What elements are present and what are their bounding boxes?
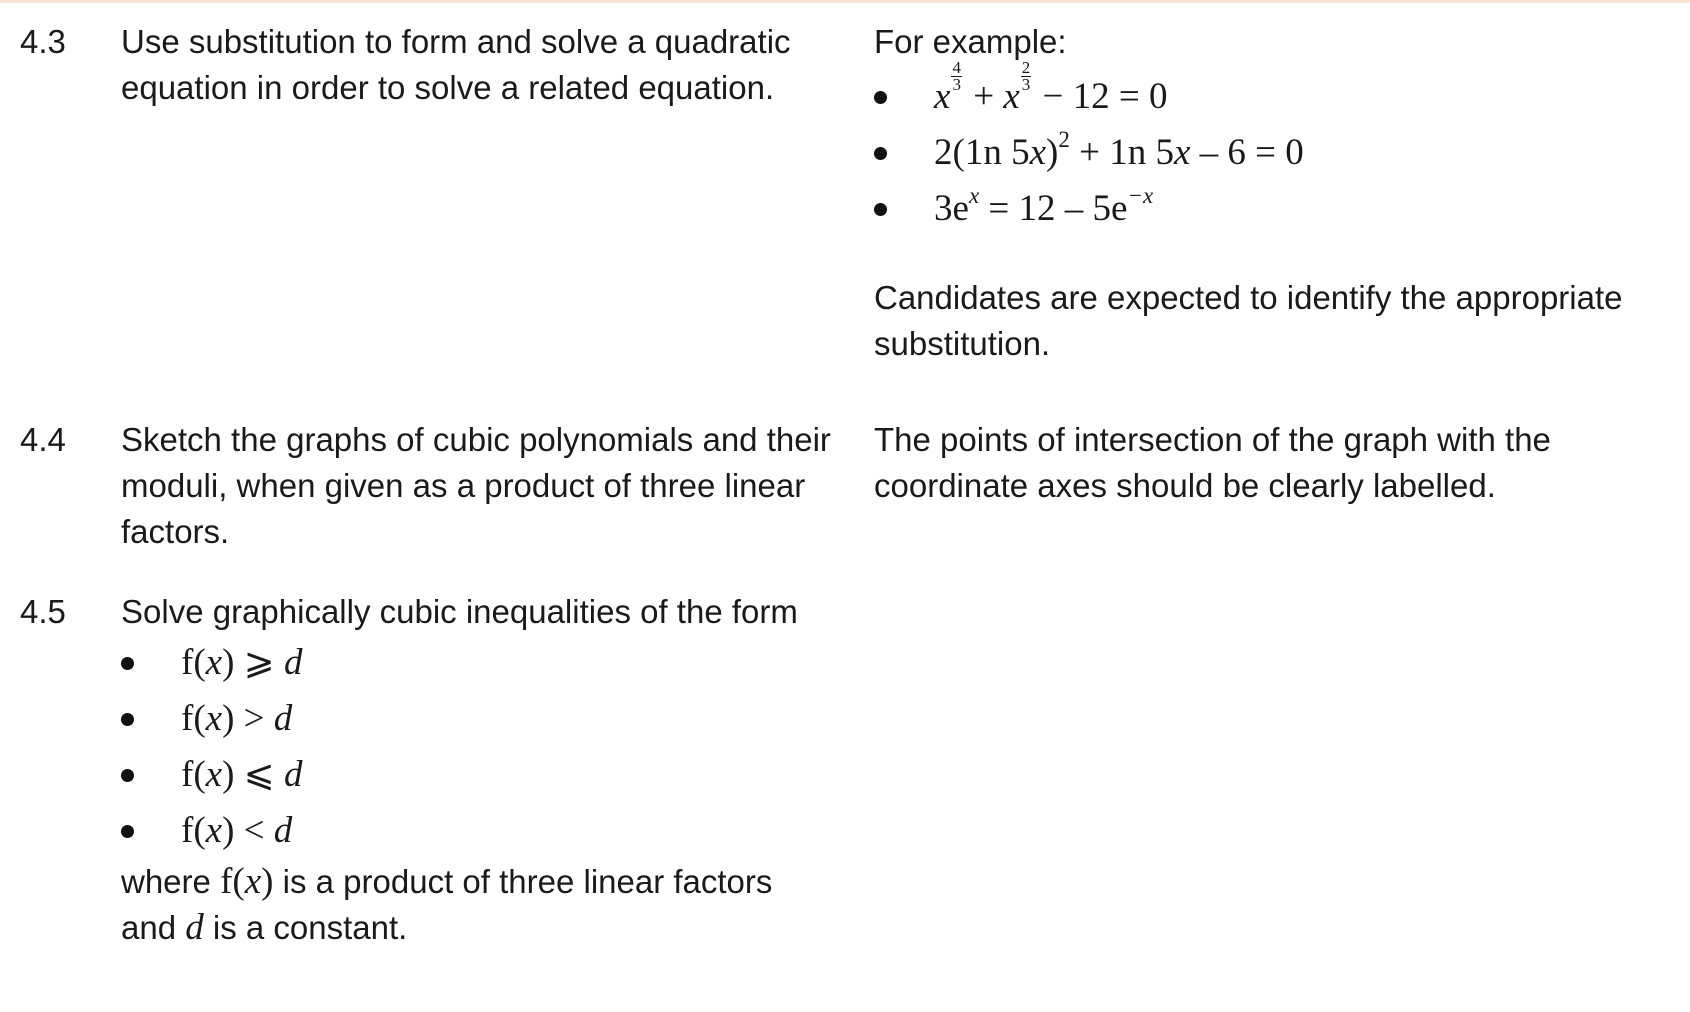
inequality-item-4 [121, 803, 841, 859]
guidance-4-3 [874, 19, 1674, 367]
inequality-item-2 [121, 691, 841, 747]
inequality-2: f(x) > d [181, 698, 293, 739]
inequality-item-1 [121, 635, 841, 691]
inequality-3: f(x) ⩽ d [181, 754, 303, 795]
bullet-icon [874, 91, 887, 104]
content-text-4-5: Solve graphically cubic inequalities of the form [121, 593, 798, 630]
example-item-2 [874, 125, 1674, 181]
example-equation-3: $3e^x = 12 - 5e^{-x}$ [934, 182, 1154, 229]
content-text-4-4: Sketch the graphs of cubic polynomials and their moduli, when given as a product of three linear factors. [121, 421, 831, 550]
guidance-4-4 [874, 417, 1674, 509]
bullet-icon [874, 203, 887, 216]
inequality-1: f(x) ⩾ d [181, 642, 303, 683]
fraction-exponent: $\frac{2}{3}$ [1021, 58, 1031, 94]
top-accent-bar [0, 0, 1690, 3]
content-4-4 [121, 417, 841, 555]
section-number-4-5: 4.5 [20, 593, 66, 630]
where-clause: where f(x) is a product of three linear factors [121, 861, 773, 902]
example-equation-1: x $\frac{4}{3}$ + x $\frac{2}{3}$ − 12 = 0 [934, 58, 1168, 117]
example-equation-2: 2(1n 5x)$^2$ + 1n 5x – 6 = 0 [934, 126, 1304, 173]
inequality-item-3 [121, 747, 841, 803]
section-number-4-4: 4.4 [20, 421, 66, 458]
bullet-icon [121, 825, 134, 838]
bullet-icon [121, 769, 134, 782]
bullet-icon [874, 147, 887, 160]
guidance-intro-4-3: For example: [874, 23, 1067, 60]
constant-clause: and d is a constant. [121, 907, 408, 948]
content-4-3 [121, 19, 841, 111]
bullet-icon [121, 657, 134, 670]
content-text-4-3: Use substitution to form and solve a quadratic equation in order to solve a related equation. [121, 23, 791, 106]
inequality-4: f(x) < d [181, 810, 293, 851]
inequalities-list [121, 635, 841, 859]
example-item-3 [874, 181, 1674, 237]
examples-list [874, 58, 1674, 237]
guidance-text-4-4: The points of intersection of the graph with the coordinate axes should be clearly labelled. [874, 421, 1551, 504]
example-item-1 [874, 58, 1674, 125]
fraction-exponent: $\frac{4}{3}$ [952, 58, 961, 94]
bullet-icon [121, 713, 134, 726]
section-number-4-3: 4.3 [20, 23, 66, 60]
guidance-note-4-3: Candidates are expected to identify the appropriate substitution. [874, 279, 1623, 362]
content-4-5 [121, 589, 841, 951]
